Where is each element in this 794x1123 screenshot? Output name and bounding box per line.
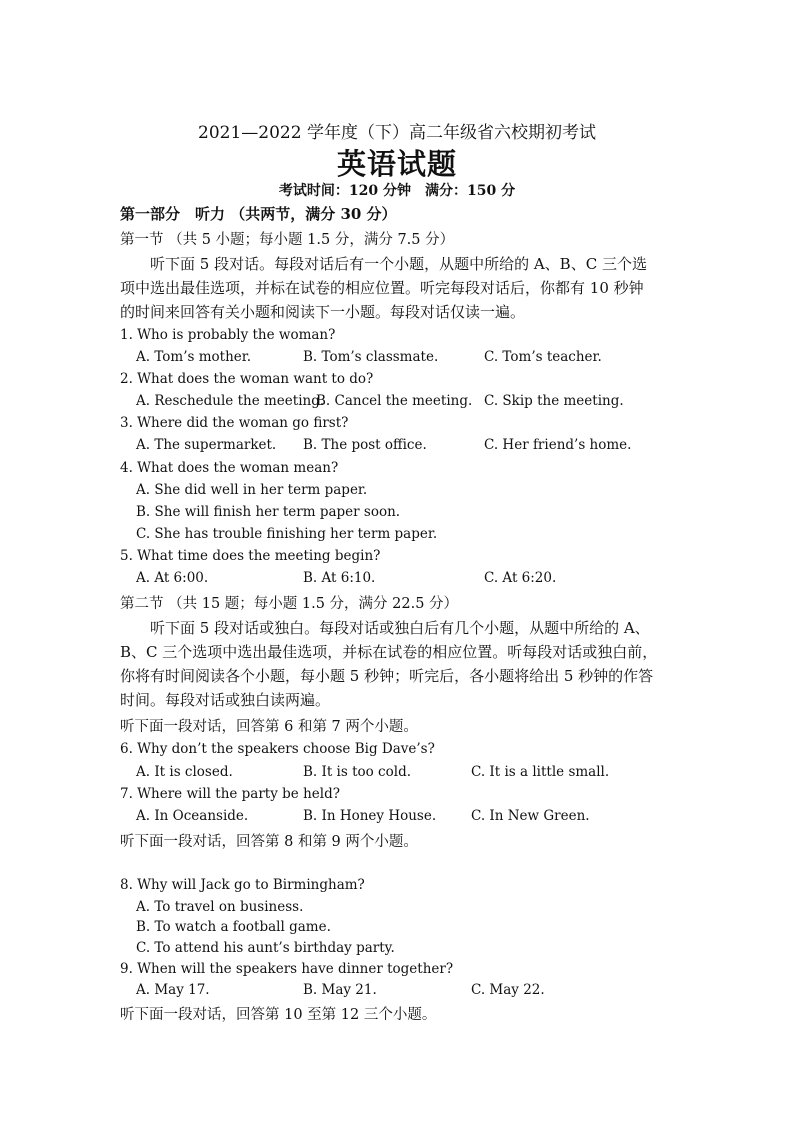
option-a: A. May 17.	[136, 982, 210, 998]
option-b: B. Cancel the meeting.	[316, 393, 473, 409]
section1-instruction-line: 的时间来回答有关小题和阅读下一小题。每段对话仅读一遍。	[120, 303, 526, 321]
part1-title: 第一部分 听力 （共两节，满分 30 分）	[120, 205, 397, 223]
option-a: A. Tom’s mother.	[136, 349, 252, 365]
option-a: A. She did well in her term paper.	[136, 482, 368, 498]
option-c: C. In New Green.	[471, 808, 590, 824]
exam-meta: 考试时间：120 分钟 满分：150 分	[278, 183, 516, 199]
option-a: A. To travel on business.	[136, 899, 304, 915]
option-b: B. In Honey House.	[303, 808, 437, 824]
question-stem: 5. What time does the meeting begin?	[120, 548, 381, 564]
section1-instruction-line: 项中选出最佳选项，并标在试卷的相应位置。听完每段对话后，你都有 10 秒钟	[120, 279, 644, 297]
option-c: C. May 22.	[471, 982, 545, 998]
option-a: A. It is closed.	[136, 764, 233, 780]
option-b: B. May 21.	[303, 982, 377, 998]
group-note: 听下面一段对话，回答第 6 和第 7 两个小题。	[120, 719, 418, 735]
subject-title: 英语试题	[336, 147, 457, 181]
option-b: B. She will finish her term paper soon.	[136, 504, 401, 520]
question-stem: 3. Where did the woman go first?	[120, 415, 349, 431]
question-stem: 2. What does the woman want to do?	[120, 371, 374, 387]
section2-instruction-line: 时间。每段对话或独白读两遍。	[120, 691, 331, 709]
option-c: C. Her friend’s home.	[484, 437, 632, 453]
option-b: B. To watch a football game.	[136, 919, 331, 935]
option-b: B. It is too cold.	[303, 764, 411, 780]
option-c: C. Skip the meeting.	[484, 393, 624, 409]
group-note: 听下面一段对话，回答第 10 至第 12 三个小题。	[120, 1007, 437, 1023]
group-note: 听下面一段对话，回答第 8 和第 9 两个小题。	[120, 834, 418, 850]
question-stem: 8. Why will Jack go to Birmingham?	[120, 877, 365, 893]
question-stem: 4. What does the woman mean?	[120, 460, 339, 476]
question-stem: 9. When will the speakers have dinner together?	[120, 961, 454, 977]
option-b: B. The post office.	[303, 437, 427, 453]
option-a: A. The supermarket.	[136, 437, 277, 453]
question-stem: 7. Where will the party be held?	[120, 786, 340, 802]
section1-instruction-line: 听下面 5 段对话。每段对话后有一个小题，从题中所给的 A、B、C 三个选	[120, 255, 647, 273]
section2-instruction-line: 听下面 5 段对话或独白。每段对话或独白后有几个小题，从题中所给的 A、	[120, 619, 650, 637]
option-c: C. It is a little small.	[471, 764, 610, 780]
exam-title: 2021—2022 学年度（下）高二年级省六校期初考试	[198, 123, 596, 143]
option-a: A. Reschedule the meeting.	[136, 393, 325, 409]
option-a: A. At 6:00.	[136, 570, 209, 586]
section1-title: 第一节 （共 5 小题；每小题 1.5 分，满分 7.5 分）	[120, 232, 455, 248]
question-stem: 6. Why don’t the speakers choose Big Dave’s?	[120, 741, 435, 757]
option-a: A. In Oceanside.	[136, 808, 249, 824]
option-c: C. She has trouble finishing her term paper.	[136, 526, 438, 542]
option-c: C. At 6:20.	[484, 570, 557, 586]
option-b: B. At 6:10.	[303, 570, 376, 586]
option-c: C. Tom’s teacher.	[484, 349, 602, 365]
section2-instruction-line: 你将有时间阅读各个小题，每小题 5 秒钟；听完后，各小题将给出 5 秒钟的作答	[120, 667, 654, 685]
option-c: C. To attend his aunt’s birthday party.	[136, 940, 395, 956]
section2-title: 第二节 （共 15 题；每小题 1.5 分，满分 22.5 分）	[120, 596, 459, 612]
section2-instruction-line: B、C 三个选项中选出最佳选项，并标在试卷的相应位置。听每段对话或独白前，	[120, 643, 658, 661]
question-stem: 1. Who is probably the woman?	[120, 327, 336, 343]
option-b: B. Tom’s classmate.	[303, 349, 439, 365]
